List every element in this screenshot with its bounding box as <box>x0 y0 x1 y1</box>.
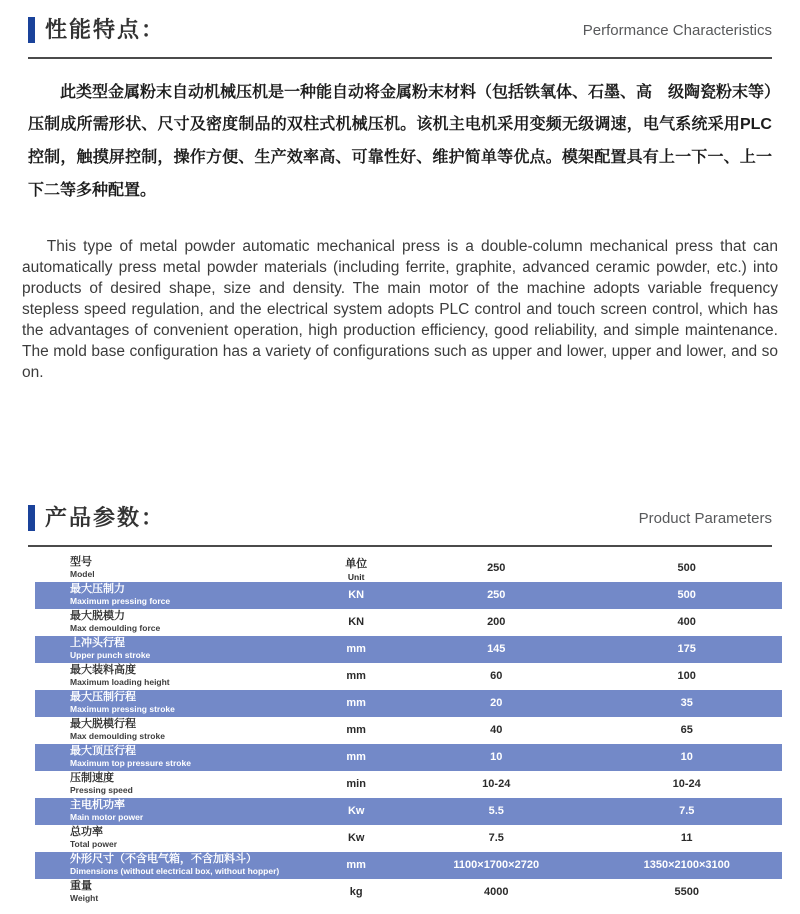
spec-unit: min <box>346 778 366 791</box>
spec-value-model-250: 200 <box>487 616 506 629</box>
spec-name-en: Upper punch stroke <box>70 649 151 660</box>
spec-value-model-500: 1350×2100×3100 <box>643 859 730 872</box>
performance-title-zh: 性能特点： <box>45 17 166 42</box>
performance-header <box>28 0 772 59</box>
spec-header-unit-zh: 单位 <box>345 557 368 570</box>
spec-table-row <box>35 690 782 717</box>
spec-name <box>35 854 311 875</box>
description-paragraph-en: This type of metal powder automatic mechanical press is a double-column mechanical press that can automatically press metal powder materials (including ferrite, graphite, advanced ceramic powder, etc.) into products of desired shape, size and density. The main motor of the machine adopts variable frequency stepless speed regulation, and the electrical system adopts PLC control and touch screen control, which has the advantages of convenient operation, high production efficiency, good reliability, and simple maintenance. The mold base configuration has a variety of configurations such as upper and lower, upper and lower, and so on. <box>22 237 778 382</box>
spec-unit: mm <box>346 670 366 683</box>
spec-name-zh: 最大装料高度 <box>70 664 136 677</box>
spec-table <box>35 555 782 906</box>
spec-table-row <box>35 636 782 663</box>
accent-bar-icon <box>28 505 35 531</box>
spec-table-row <box>35 798 782 825</box>
parameters-header-left <box>28 504 165 533</box>
spec-value-model-500: 175 <box>677 643 696 656</box>
spec-table-row <box>35 879 782 906</box>
spec-header-model-500: 500 <box>677 562 696 575</box>
spec-unit: mm <box>346 751 366 764</box>
spec-unit: mm <box>346 643 366 656</box>
parameters-title-en: Product Parameters <box>638 509 772 527</box>
spec-header-model-250: 250 <box>487 562 506 575</box>
spec-value-model-250: 4000 <box>484 886 509 899</box>
spec-value-model-500: 5500 <box>674 886 699 899</box>
spec-name-zh: 上冲头行程 <box>70 637 125 650</box>
spec-table-row <box>35 825 782 852</box>
spec-value-model-500: 65 <box>680 724 693 737</box>
spec-name-en: Total power <box>70 838 118 849</box>
spec-name-zh: 外形尺寸（不含电气箱，不含加料斗） <box>70 853 257 866</box>
spec-value-model-250: 20 <box>490 697 503 710</box>
spec-name-en: Pressing speed <box>70 784 133 795</box>
section-performance <box>0 0 800 383</box>
parameters-header <box>28 488 772 547</box>
spec-unit: kg <box>349 886 363 899</box>
spec-name <box>35 881 311 902</box>
spec-name-zh: 最大脱模行程 <box>70 718 136 731</box>
spec-value-model-500: 7.5 <box>679 805 695 818</box>
spec-unit: KN <box>348 616 365 629</box>
spec-table-row <box>35 771 782 798</box>
spec-unit: mm <box>346 697 366 710</box>
spec-unit: KN <box>348 589 365 602</box>
spec-value-model-250: 40 <box>490 724 503 737</box>
spec-table-row <box>35 852 782 879</box>
spec-name-zh: 主电机功率 <box>70 799 125 812</box>
spec-unit: mm <box>346 859 366 872</box>
spec-value-model-500: 11 <box>680 832 693 845</box>
spec-value-model-500: 500 <box>677 589 696 602</box>
spec-unit: mm <box>346 724 366 737</box>
spec-name <box>35 638 311 659</box>
spec-name-en: Weight <box>70 892 99 903</box>
spec-header-model <box>35 557 311 578</box>
spec-table-row <box>35 663 782 690</box>
spec-name-zh: 最大顶压行程 <box>70 745 136 758</box>
spec-name-en: Dimensions (without electrical box, without hopper) <box>70 865 280 876</box>
spec-value-model-500: 100 <box>677 670 696 683</box>
spec-name-zh: 最大脱模力 <box>70 610 125 623</box>
spec-value-model-500: 35 <box>680 697 693 710</box>
spec-name-en: Maximum top pressure stroke <box>70 757 191 768</box>
spec-value-model-250: 145 <box>487 643 506 656</box>
spec-table-row <box>35 717 782 744</box>
parameters-title-zh: 产品参数： <box>45 505 166 530</box>
spec-value-model-250: 10-24 <box>482 778 511 791</box>
description-paragraph-zh: 此类型金属粉末自动机械压机是一种能自动将金属粉末材料（包括铁氧体、石墨、高 级陶瓷粉末等）压制成所需形状、尺寸及密度制品的双柱式机械压机。该机主电机采用变频无级调速，电气系统采用PLC控制，触摸屏控制，操作方便、生产效率高、可靠性好、维护简单等优点。模架配置具有上一下一、上一下二等多种配置。 <box>28 83 773 199</box>
spec-table-header-row <box>35 555 782 582</box>
spec-name <box>35 611 311 632</box>
spec-name-en: Maximum loading height <box>70 676 170 687</box>
spec-name-en: Maximum pressing stroke <box>70 703 175 714</box>
spec-name <box>35 692 311 713</box>
spec-name-zh: 最大压制力 <box>70 583 125 596</box>
accent-bar-icon <box>28 17 35 43</box>
spec-name-en: Main motor power <box>70 811 144 822</box>
spec-name-zh: 总功率 <box>70 826 103 839</box>
spec-value-model-250: 60 <box>490 670 503 683</box>
spec-value-model-250: 7.5 <box>488 832 504 845</box>
spec-unit: Kw <box>347 805 365 818</box>
spec-name <box>35 584 311 605</box>
performance-header-left <box>28 16 165 45</box>
spec-name-zh: 最大压制行程 <box>70 691 136 704</box>
spec-value-model-250: 250 <box>487 589 506 602</box>
spec-name-en: Maximum pressing force <box>70 595 171 606</box>
spec-table-row <box>35 582 782 609</box>
spec-value-model-500: 10-24 <box>672 778 701 791</box>
spec-value-model-250: 10 <box>490 751 503 764</box>
spec-table-row <box>35 609 782 636</box>
section-parameters <box>0 488 800 906</box>
spec-header-unit-en: Unit <box>347 571 365 582</box>
spec-name <box>35 665 311 686</box>
spec-value-model-250: 5.5 <box>488 805 504 818</box>
spec-name <box>35 827 311 848</box>
spec-name <box>35 746 311 767</box>
spec-header-unit <box>311 555 401 582</box>
spec-name-zh: 重量 <box>70 880 92 893</box>
spec-name-en: Max demoulding stroke <box>70 730 165 741</box>
spec-unit: Kw <box>347 832 365 845</box>
spec-value-model-500: 10 <box>680 751 693 764</box>
spec-name-zh: 压制速度 <box>70 772 114 785</box>
spec-name-en: Max demoulding force <box>70 622 161 633</box>
spec-name <box>35 719 311 740</box>
spec-name <box>35 773 311 794</box>
performance-title-en: Performance Characteristics <box>582 21 772 39</box>
spec-value-model-250: 1100×1700×2720 <box>453 859 540 872</box>
spec-header-model-zh: 型号 <box>70 556 92 569</box>
spec-name <box>35 800 311 821</box>
spec-value-model-500: 400 <box>677 616 696 629</box>
spec-header-model-en: Model <box>70 568 95 579</box>
spec-table-row <box>35 744 782 771</box>
